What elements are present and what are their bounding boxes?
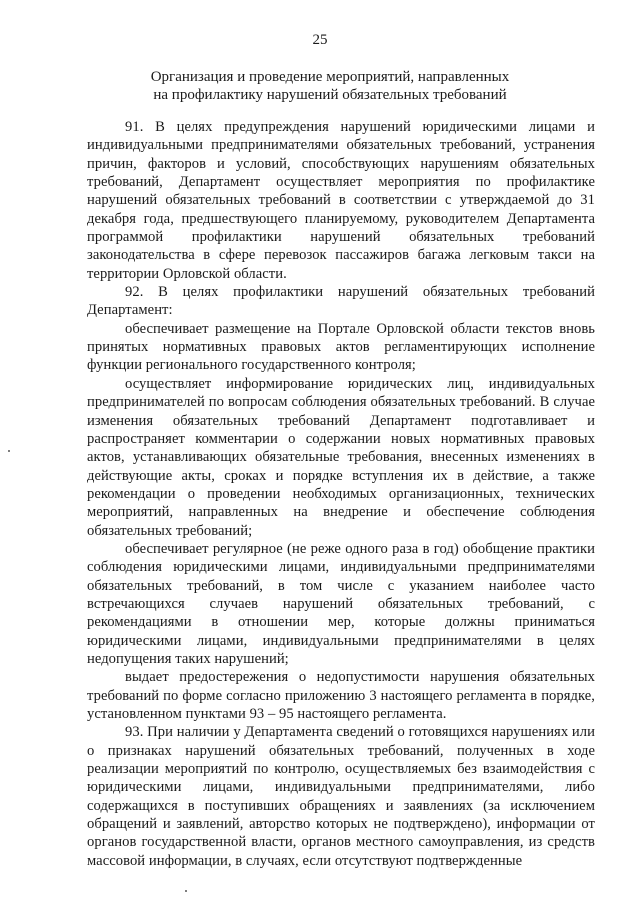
- scan-speck: [8, 450, 10, 452]
- page-number: 25: [312, 32, 328, 48]
- paragraph-92-item-portal: обеспечивает размещение на Портале Орловской области текстов вновь принятых нормативных правовых актов регламентирующих исполнение функции регионального государственного контроля;: [87, 320, 595, 374]
- section-heading: [110, 68, 550, 104]
- paragraph-92-item-informing: осуществляет информирование юридических лиц, индивидуальных предпринимателей по вопросам соблюдения обязательных требований. В случае изменения обязательных требований Департамент подготавливает и распространяет комментарии о содержании новых нормативных правовых актов, устанавливающих обязательные требования, внесенных изменениях в действующие акты, сроках и порядке вступления их в действие, а также рекомендации о проведении необходимых организационных, технических мероприятий, направленных на внедрение и обеспечение соблюдения обязательных требований;: [87, 375, 595, 539]
- body-text: [87, 118, 595, 870]
- paragraph-91: 91. В целях предупреждения нарушений юридическими лицами и индивидуальными предпринимателями обязательных требований, устранения причин, факторов и условий, способствующих нарушениям обязательных требований, Департамент осуществляет мероприятия по профилактике нарушений обязательных требований в соответствии с утверждаемой до 31 декабря года, предшествующего планируемому, руководителем Департамента программой профилактики нарушений обязательных требований законодательства в сфере перевозок пассажиров багажа легковым такси на территории Орловской области.: [87, 119, 595, 282]
- paragraph-92: 92. В целях профилактики нарушений обязательных требований Департамент:: [87, 284, 595, 319]
- paragraph-92-item-generalization: обеспечивает регулярное (не реже одного раза в год) обобщение практики соблюдения юридическими лицами, индивидуальными предпринимателями обязательных требований, в том числе с указанием наиболее часто встречающихся случаев нарушений обязательных требований, с рекомендациями в отношении мер, которые должны приниматься юридическими лицами, индивидуальными предпринимателями в целях недопущения таких нарушений;: [87, 540, 595, 667]
- section-heading-line-2: на профилактику нарушений обязательных требований: [153, 87, 507, 103]
- paragraph-93: 93. При наличии у Департамента сведений о готовящихся нарушениях или о признаках нарушений обязательных требований, полученных в ходе реализации мероприятий по контролю, осуществляемых без взаимодействия с юридическими лицами, индивидуальными предпринимателями, либо содержащихся в поступивших обращениях и заявлениях (за исключением обращений и заявлений, авторство которых не подтверждено), информации от органов государственной власти, органов местного самоуправления, из средств массовой информации, в случаях, если отсутствуют подтвержденные: [87, 724, 595, 869]
- section-heading-line-1: Организация и проведение мероприятий, направленных: [150, 69, 510, 85]
- scan-speck: [185, 890, 187, 892]
- paragraph-92-item-warnings: выдает предостережения о недопустимости нарушения обязательных требований по форме согласно приложению 3 настоящего регламента в порядке, установленном пунктами 93 – 95 настоящего регламента.: [87, 669, 595, 722]
